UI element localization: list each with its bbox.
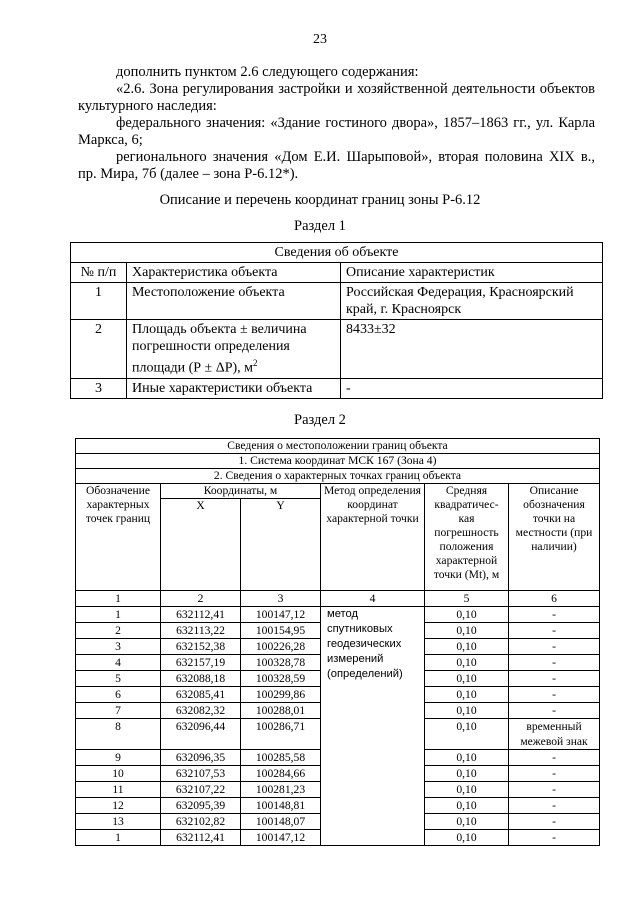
coord-y: 100328,59 <box>241 671 321 687</box>
point-error: 0,10 <box>425 782 509 798</box>
point-description: - <box>509 639 600 655</box>
coord-y: 100284,66 <box>241 766 321 782</box>
point-designation: 12 <box>76 798 161 814</box>
column-number: 6 <box>509 591 600 607</box>
coord-x: 632152,38 <box>161 639 241 655</box>
coord-x: 632107,53 <box>161 766 241 782</box>
point-error: 0,10 <box>425 607 509 623</box>
point-description: - <box>509 623 600 639</box>
point-description: - <box>509 607 600 623</box>
point-error: 0,10 <box>425 639 509 655</box>
coord-y: 100281,23 <box>241 782 321 798</box>
coord-x: 632112,41 <box>161 607 241 623</box>
row-characteristic <box>127 320 341 379</box>
coord-y: 100286,71 <box>241 719 321 750</box>
point-description: - <box>509 750 600 766</box>
table-row <box>76 607 600 623</box>
point-designation: 9 <box>76 750 161 766</box>
column-number: 2 <box>161 591 241 607</box>
system-row: 1. Система координат МСК 167 (Зона 4) <box>76 454 600 469</box>
header-designation: Обозначение характерных точек границ <box>76 484 161 591</box>
coord-y: 100147,12 <box>241 607 321 623</box>
coord-y: 100148,81 <box>241 798 321 814</box>
coord-x: 632102,82 <box>161 814 241 830</box>
header-y: Y <box>241 499 321 591</box>
coordinates-table <box>75 438 600 846</box>
intro-line-3: федерального значения: «Здание гостиного двора», 1857–1863 гг., ул. Карла Маркса, 6; <box>78 115 595 148</box>
header-num: № п/п <box>71 263 127 283</box>
point-error: 0,10 <box>425 750 509 766</box>
point-description: - <box>509 814 600 830</box>
header-method: Метод определения координат характерной точки <box>321 484 425 591</box>
row-num: 2 <box>71 320 127 379</box>
column-number: 5 <box>425 591 509 607</box>
coord-y: 100328,78 <box>241 655 321 671</box>
intro-line-4: регионального значения «Дом Е.И. Шарыповой», вторая половина XIX в., пр. Мира, 7б (далее – зона Р-6.12*). <box>78 149 595 182</box>
point-description: - <box>509 830 600 846</box>
page-number: 23 <box>313 32 327 47</box>
section-title: Описание и перечень координат границ зоны Р-6.12 <box>159 192 481 208</box>
point-description: - <box>509 671 600 687</box>
row-num: 3 <box>71 378 127 398</box>
coord-x: 632088,18 <box>161 671 241 687</box>
row-num: 1 <box>71 283 127 320</box>
coord-x: 632107,22 <box>161 782 241 798</box>
point-error: 0,10 <box>425 655 509 671</box>
header-x: X <box>161 499 241 591</box>
point-error: 0,10 <box>425 623 509 639</box>
header-coords: Координаты, м <box>161 484 321 499</box>
point-description: - <box>509 703 600 719</box>
table-title: Сведения о местоположении границ объекта <box>76 439 600 454</box>
section2-title: Раздел 2 <box>294 412 346 428</box>
point-error: 0,10 <box>425 798 509 814</box>
coord-x: 632157,19 <box>161 655 241 671</box>
point-error: 0,10 <box>425 703 509 719</box>
column-number: 4 <box>321 591 425 607</box>
column-numbers-row <box>76 591 600 607</box>
coord-y: 100299,86 <box>241 687 321 703</box>
point-error: 0,10 <box>425 719 509 750</box>
point-designation: 11 <box>76 782 161 798</box>
section1-title: Раздел 1 <box>294 218 346 234</box>
table-title: Сведения об объекте <box>71 243 603 263</box>
point-error: 0,10 <box>425 766 509 782</box>
point-designation: 10 <box>76 766 161 782</box>
point-description: - <box>509 782 600 798</box>
point-designation: 5 <box>76 671 161 687</box>
row-description: 8433±32 <box>341 320 603 379</box>
coord-y: 100148,07 <box>241 814 321 830</box>
coord-x: 632112,41 <box>161 830 241 846</box>
table-row <box>71 320 603 379</box>
point-designation: 3 <box>76 639 161 655</box>
column-number: 3 <box>241 591 321 607</box>
table-row <box>71 283 603 320</box>
intro-line-1: дополнить пунктом 2.6 следующего содержания: <box>116 64 419 80</box>
header-error: Средняя квадратичес-кая погрешность положения характерной точки (Mt), м <box>425 484 509 591</box>
coord-x: 632085,41 <box>161 687 241 703</box>
coord-x: 632082,32 <box>161 703 241 719</box>
coord-y: 100285,58 <box>241 750 321 766</box>
coord-x: 632095,39 <box>161 798 241 814</box>
area-sup: 2 <box>253 358 258 368</box>
point-designation: 1 <box>76 607 161 623</box>
row-characteristic: Местоположение объекта <box>127 283 341 320</box>
object-info-table <box>70 242 603 399</box>
table-row <box>71 378 603 398</box>
points-row: 2. Сведения о характерных точках границ объекта <box>76 469 600 484</box>
column-number: 1 <box>76 591 161 607</box>
point-designation: 7 <box>76 703 161 719</box>
point-description: временный межевой знак <box>509 719 600 750</box>
point-error: 0,10 <box>425 671 509 687</box>
point-error: 0,10 <box>425 830 509 846</box>
coord-y: 100147,12 <box>241 830 321 846</box>
point-description: - <box>509 798 600 814</box>
intro-line-2: «2.6. Зона регулирования застройки и хозяйственной деятельности объектов культурного наследия: <box>78 81 595 114</box>
coord-y: 100288,01 <box>241 703 321 719</box>
point-description: - <box>509 655 600 671</box>
point-designation: 6 <box>76 687 161 703</box>
point-designation: 2 <box>76 623 161 639</box>
row-description: Российская Федерация, Красноярский край, г. Красноярск <box>341 283 603 320</box>
point-description: - <box>509 766 600 782</box>
point-description: - <box>509 687 600 703</box>
header-characteristic: Характеристика объекта <box>127 263 341 283</box>
coord-x: 632096,44 <box>161 719 241 750</box>
coord-y: 100154,95 <box>241 623 321 639</box>
area-text: Площадь объекта ± величина погрешности определения площади (Р ± ΔР), м <box>132 322 307 376</box>
coord-y: 100226,28 <box>241 639 321 655</box>
row-description: - <box>341 378 603 398</box>
method-cell: метод спутниковых геодезических измерений (определений) <box>321 607 425 846</box>
point-designation: 8 <box>76 719 161 750</box>
row-characteristic: Иные характеристики объекта <box>127 378 341 398</box>
point-error: 0,10 <box>425 814 509 830</box>
coord-x: 632113,22 <box>161 623 241 639</box>
coord-x: 632096,35 <box>161 750 241 766</box>
point-designation: 1 <box>76 830 161 846</box>
header-description: Описание обозначения точки на местности (при наличии) <box>509 484 600 591</box>
header-description: Описание характеристик <box>341 263 603 283</box>
point-error: 0,10 <box>425 687 509 703</box>
point-designation: 4 <box>76 655 161 671</box>
point-designation: 13 <box>76 814 161 830</box>
